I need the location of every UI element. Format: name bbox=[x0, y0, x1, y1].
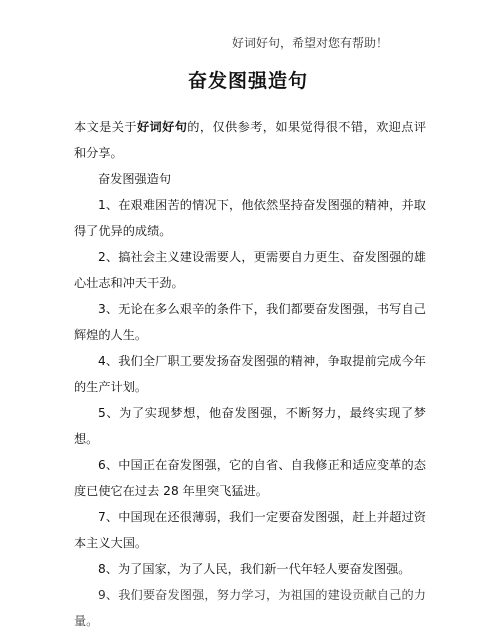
sentence-item: 1、在艰难困苦的情况下，他依然坚持奋发图强的精神，并取得了优异的成绩。 bbox=[74, 198, 426, 238]
intro-prefix: 本文是关于 bbox=[74, 120, 137, 134]
header-note: 好词好句，希望对您有帮助！ bbox=[232, 36, 389, 50]
page-title: 奋发图强造句 bbox=[187, 70, 308, 92]
sentence-item: 4、我们全厂职工要发扬奋发图强的精神，争取提前完成今年的生产计划。 bbox=[74, 354, 426, 394]
sentence-item: 6、中国正在奋发图强，它的自省、自我修正和适应变革的态度已使它在过去 28 年里突飞猛进。 bbox=[74, 458, 426, 498]
sentence-item: 3、无论在多么艰辛的条件下，我们都要奋发图强，书写自己辉煌的人生。 bbox=[74, 302, 426, 342]
section-heading: 奋发图强造句 bbox=[98, 172, 172, 186]
sentence-item: 5、为了实现梦想，他奋发图强，不断努力，最终实现了梦想。 bbox=[74, 406, 426, 446]
sentence-item: 8、为了国家，为了人民，我们新一代年轻人要奋发图强。 bbox=[98, 562, 411, 576]
intro-keyword: 好词好句 bbox=[136, 120, 188, 134]
sentence-item: 7、中国现在还很薄弱，我们一定要奋发图强，赶上并超过资本主义大国。 bbox=[74, 510, 426, 550]
document-body bbox=[74, 114, 427, 628]
intro-suffix: 的，仅供参考，如果觉得很不错，欢迎点评和分享。 bbox=[74, 120, 427, 160]
intro-paragraph bbox=[74, 114, 426, 166]
sentence-item: 2、搞社会主义建设需要人，更需要自力更生、奋发图强的雄心壮志和冲天干劲。 bbox=[74, 250, 426, 290]
sentence-item: 9、我们要奋发图强，努力学习，为祖国的建设贡献自己的力量。 bbox=[74, 588, 426, 628]
